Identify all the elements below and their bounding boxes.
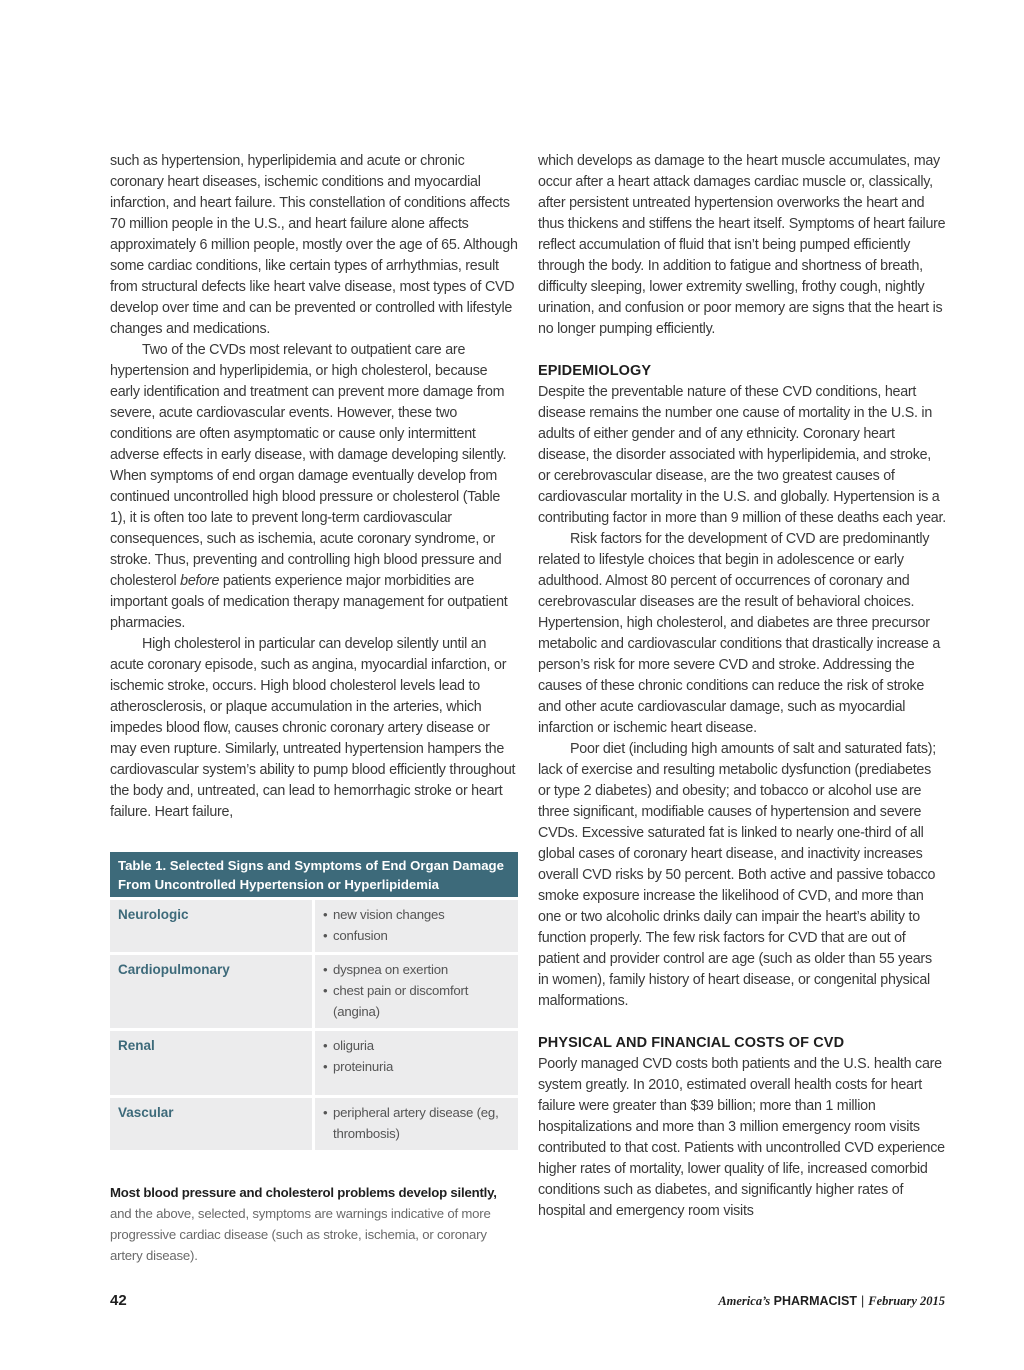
body-paragraph: Poor diet (including high amounts of salt and saturated fats); lack of exercise and resulting metabolic dysfunction (prediabetes or type 2 diabetes) and obesity; and tobacco or alcohol use are three significant, modifiable causes of hypertension and severe CVDs. Excessive saturated fat is linked to nearly one-third of all global cases of coronary heart disease, and inactivity increases overall CVD risks by 50 percent. Both active and passive tobacco smoke exposure increase the likelihood of CVD, and more than one or two alcoholic drinks daily can impair the heart’s ability to function properly. The few risk factors for CVD that are out of patient and provider control are age (such as older than 55 years in women), family history of heart disease, or congenital physical malformations. [538, 741, 936, 1009]
list-item: • oliguria [323, 1035, 510, 1056]
body-paragraph: Despite the preventable nature of these CVD conditions, heart disease remains the number one cause of mortality in the U.S. in adults of either gender and of any ethnicity. Coronary heart disease, the disorder associated with hyperlipidemia, and stroke, or cerebrovascular disease, are the two greatest causes of cardiovascular mortality in the U.S. and globally. Hypertension is a contributing factor in more than 9 million of these deaths each year. [538, 384, 946, 526]
table-items [315, 1031, 518, 1095]
list-item: • chest pain or discomfort (angina) [323, 980, 510, 1022]
left-column [110, 151, 518, 823]
right-column [538, 151, 946, 1222]
bullet-icon: • [323, 983, 328, 998]
list-item: • proteinuria [323, 1056, 510, 1077]
page-number: 42 [110, 1292, 127, 1309]
bullet-icon: • [323, 1038, 328, 1053]
running-footer [718, 1294, 945, 1309]
table-row [110, 1028, 518, 1095]
publication-prefix: America’s [718, 1294, 771, 1308]
table-row [110, 897, 518, 952]
caption-text: and the above, selected, symptoms are warnings indicative of more progressive cardiac disease (such as stroke, ischemia, or coronary artery disease). [110, 1206, 491, 1263]
section-heading: PHYSICAL AND FINANCIAL COSTS OF CVD [538, 1035, 845, 1051]
list-item: • confusion [323, 925, 510, 946]
list-item: • dyspnea on exertion [323, 959, 510, 980]
list-item: • peripheral artery disease (eg, thrombosis) [323, 1102, 510, 1144]
table-category: Neurologic [110, 900, 315, 952]
bullet-icon: • [323, 962, 328, 977]
table-title: Table 1. Selected Signs and Symptoms of End Organ Damage From Uncontrolled Hypertension or Hyperlipidemia [110, 852, 518, 897]
footer-separator: | [861, 1294, 865, 1308]
table-category: Cardiopulmonary [110, 955, 315, 1028]
table-row [110, 1095, 518, 1150]
body-paragraph: Risk factors for the development of CVD are predominantly related to lifestyle choices that begin in adolescence or early adulthood. Almost 80 percent of occurrences of coronary and cerebrovascular diseases are the result of behavioral choices. Hypertension, high cholesterol, and diabetes are three precursor metabolic and cardiovascular conditions that drastically increase a person’s risk for more severe CVD and stroke. Addressing the causes of these chronic conditions can reduce the risk of stroke and other acute cardiovascular damage, such as myocardial infarction or ischemic heart disease. [538, 531, 941, 736]
table-items [315, 955, 518, 1028]
issue-date: February 2015 [868, 1294, 945, 1308]
table-row [110, 952, 518, 1028]
bullet-icon: • [323, 907, 328, 922]
bullet-icon: • [323, 1059, 328, 1074]
paragraph-text: patients experience major morbidities are important goals of medication therapy management for outpatient pharmacies. [110, 573, 508, 631]
body-paragraph: Poorly managed CVD costs both patients and the U.S. health care system greatly. In 2010, estimated overall health costs for heart failure were greater than $39 billion; more than 1 million hospitalizations and more than 3 million emergency room visits contributed to that cost. Patients with uncontrolled CVD experience higher rates of mortality, lower quality of life, increased comorbid conditions such as diabetes, and significantly higher rates of hospital and emergency room visits [538, 1056, 945, 1219]
body-paragraph: High cholesterol in particular can develop silently until an acute coronary episode, such as angina, myocardial infarction, or ischemic stroke, occurs. High blood cholesterol levels lead to atherosclerosis, or plaque accumulation in the arteries, which impedes blood flow, causes chronic coronary artery disease or may even rupture. Similarly, untreated hypertension hampers the cardiovascular system’s ability to pump blood efficiently throughout the body and, untreated, can lead to hemorrhagic stroke or heart failure. Heart failure, [110, 636, 516, 820]
section-heading: EPIDEMIOLOGY [538, 363, 652, 379]
publication-brand: PHARMACIST [773, 1294, 857, 1308]
table-items [315, 1098, 518, 1150]
table-1 [110, 852, 518, 1150]
table-category: Vascular [110, 1098, 315, 1150]
body-paragraph: which develops as damage to the heart muscle accumulates, may occur after a heart attack damages cardiac muscle or, classically, after persistent untreated hypertension overworks the heart and thus thickens and stiffens the heart itself. Symptoms of heart failure reflect accumulation of fluid that isn’t being pumped efficiently through the body. In addition to fatigue and shortness of breath, difficulty sleeping, lower extremity swelling, frothy cough, nightly urination, and confusion or poor memory are signs that the heart is no longer pumping efficiently. [538, 153, 946, 337]
bullet-icon: • [323, 928, 328, 943]
caption-bold: Most blood pressure and cholesterol problems develop silently, [110, 1185, 497, 1200]
paragraph-text: Two of the CVDs most relevant to outpatient care are hypertension and hyperlipidemia, or high cholesterol, because early identification and treatment can prevent more damage from severe, acute cardiovascular events. However, these two conditions are often asymptomatic or cause only intermittent adverse effects in early disease, with damage developing silently. When symptoms of end organ damage eventually develop from continued uncontrolled high blood pressure or cholesterol (Table 1), it is often too late to prevent long-term cardiovascular consequences, such as ischemia, acute coronary syndrome, or stroke. Thus, preventing and controlling high blood pressure and cholesterol [110, 342, 507, 589]
body-paragraph: such as hypertension, hyperlipidemia and acute or chronic coronary heart diseases, ischemic conditions and myocardial infarction, and heart failure. This constellation of conditions affects 70 million people in the U.S., and heart failure alone affects approximately 6 million people, mostly over the age of 65. Although some cardiac conditions, like certain types of arrhythmias, result from structural defects like heart valve disease, most types of CVD develop over time and can be prevented or controlled with lifestyle changes and medications. [110, 153, 518, 337]
emphasis-text: before [180, 573, 220, 589]
body-paragraph [110, 340, 518, 634]
table-caption [110, 1182, 518, 1266]
bullet-icon: • [323, 1105, 328, 1120]
list-item: • new vision changes [323, 904, 510, 925]
table-items [315, 900, 518, 952]
table-category: Renal [110, 1031, 315, 1095]
